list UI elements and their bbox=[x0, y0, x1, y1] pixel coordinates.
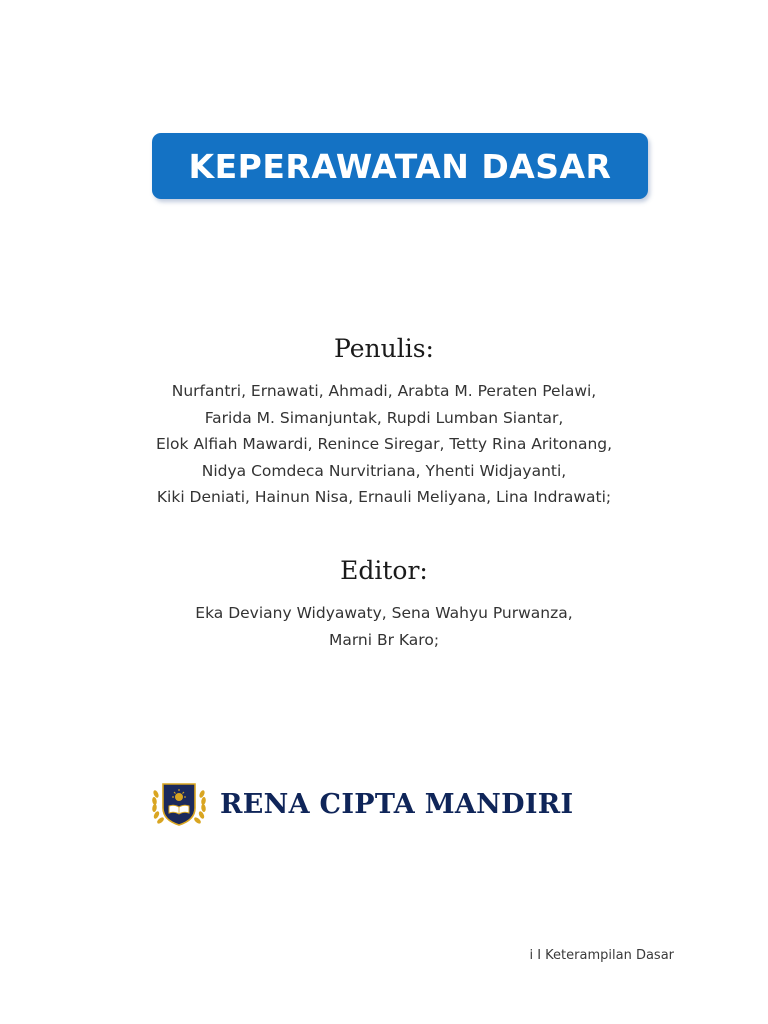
author-line: Nurfantri, Ernawati, Ahmadi, Arabta M. Peraten Pelawi, bbox=[171, 382, 597, 400]
publisher-crest-icon bbox=[150, 780, 208, 828]
editor-line: Eka Deviany Widyawaty, Sena Wahyu Purwanza, bbox=[195, 604, 573, 622]
authors-heading: Penulis: bbox=[334, 334, 434, 363]
book-title: KEPERAWATAN DASAR bbox=[188, 146, 612, 186]
publisher-brand bbox=[150, 780, 573, 828]
editor-line: Marni Br Karo; bbox=[328, 630, 440, 649]
author-line: Elok Alfiah Mawardi, Renince Siregar, Tetty Rina Aritonang, bbox=[155, 435, 613, 453]
author-line: Nidya Comdeca Nurvitriana, Yhenti Widjayanti, bbox=[201, 461, 567, 480]
editors-list bbox=[0, 600, 768, 653]
editors-heading: Editor: bbox=[340, 556, 428, 585]
publisher-name: RENA CIPTA MANDIRI bbox=[220, 788, 574, 820]
author-line: Farida M. Simanjuntak, Rupdi Lumban Siantar, bbox=[204, 408, 564, 427]
title-banner bbox=[152, 133, 648, 199]
authors-list bbox=[0, 378, 768, 511]
page-footer: i I Keterampilan Dasar bbox=[529, 948, 674, 963]
author-line: Kiki Deniati, Hainun Nisa, Ernauli Meliyana, Lina Indrawati; bbox=[156, 488, 612, 506]
